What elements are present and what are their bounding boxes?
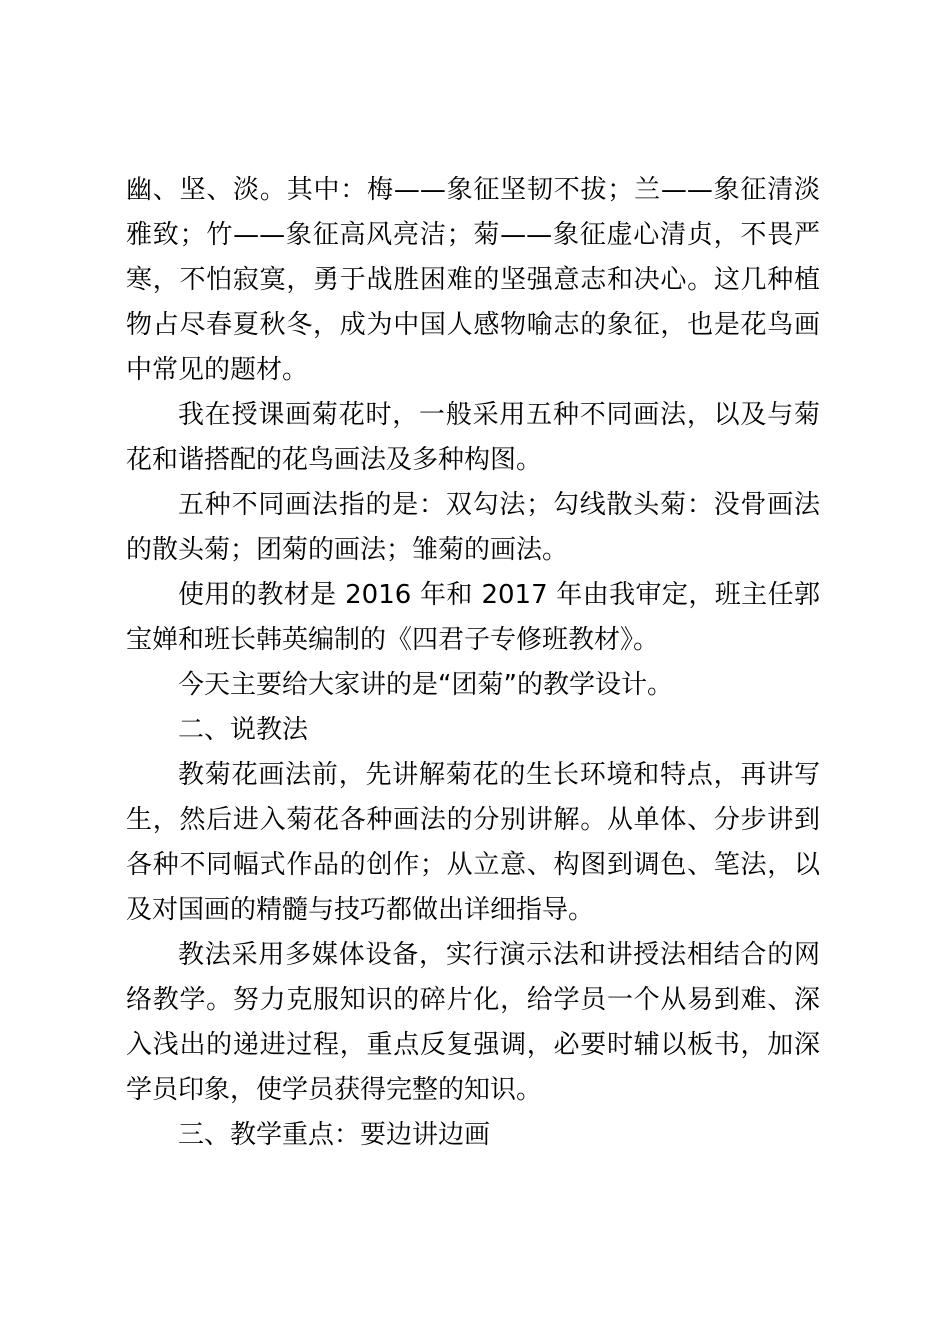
section-heading-teaching-focus: 三、教学重点：要边讲边画 — [178, 1120, 491, 1150]
document-body — [126, 168, 820, 1158]
paragraph-today-topic: 今天主要给大家讲的是“团菊”的教学设计。 — [178, 670, 673, 700]
paragraph-textbook: 使用的教材是 2016 年和 2017 年由我审定，班主任郭宝婵和班长韩英编制的《四君子专修班教材》。 — [126, 580, 820, 655]
paragraph-plum-orchid-bamboo-chrysanthemum: 幽、坚、淡。其中：梅——象征坚韧不拔；兰——象征清淡雅致；竹——象征高风亮洁；菊——象征虚心清贞，不畏严寒，不怕寂寞，勇于战胜困难的坚强意志和决心。这几种植物占尽春夏秋冬，成为中国人感物喻志的象征，也是花鸟画中常见的题材。 — [126, 175, 820, 385]
paragraph-teaching-methods-intro: 我在授课画菊花时，一般采用五种不同画法，以及与菊花和谐搭配的花鸟画法及多种构图。 — [126, 400, 820, 475]
section-heading-teaching-method: 二、说教法 — [178, 715, 309, 745]
paragraph-method-sequence: 教菊花画法前，先讲解菊花的生长环境和特点，再讲写生，然后进入菊花各种画法的分别讲解。从单体、分步讲到各种不同幅式作品的创作；从立意、构图到调色、笔法，以及对国画的精髓与技巧都做出详细指导。 — [126, 760, 820, 925]
paragraph-multimedia: 教法采用多媒体设备，实行演示法和讲授法相结合的网络教学。努力克服知识的碎片化，给学员一个从易到难、深入浅出的递进过程，重点反复强调，必要时辅以板书，加深学员印象，使学员获得完整的知识。 — [126, 940, 820, 1105]
paragraph-five-methods: 五种不同画法指的是：双勾法；勾线散头菊：没骨画法的散头菊；团菊的画法；雏菊的画法。 — [126, 490, 820, 565]
